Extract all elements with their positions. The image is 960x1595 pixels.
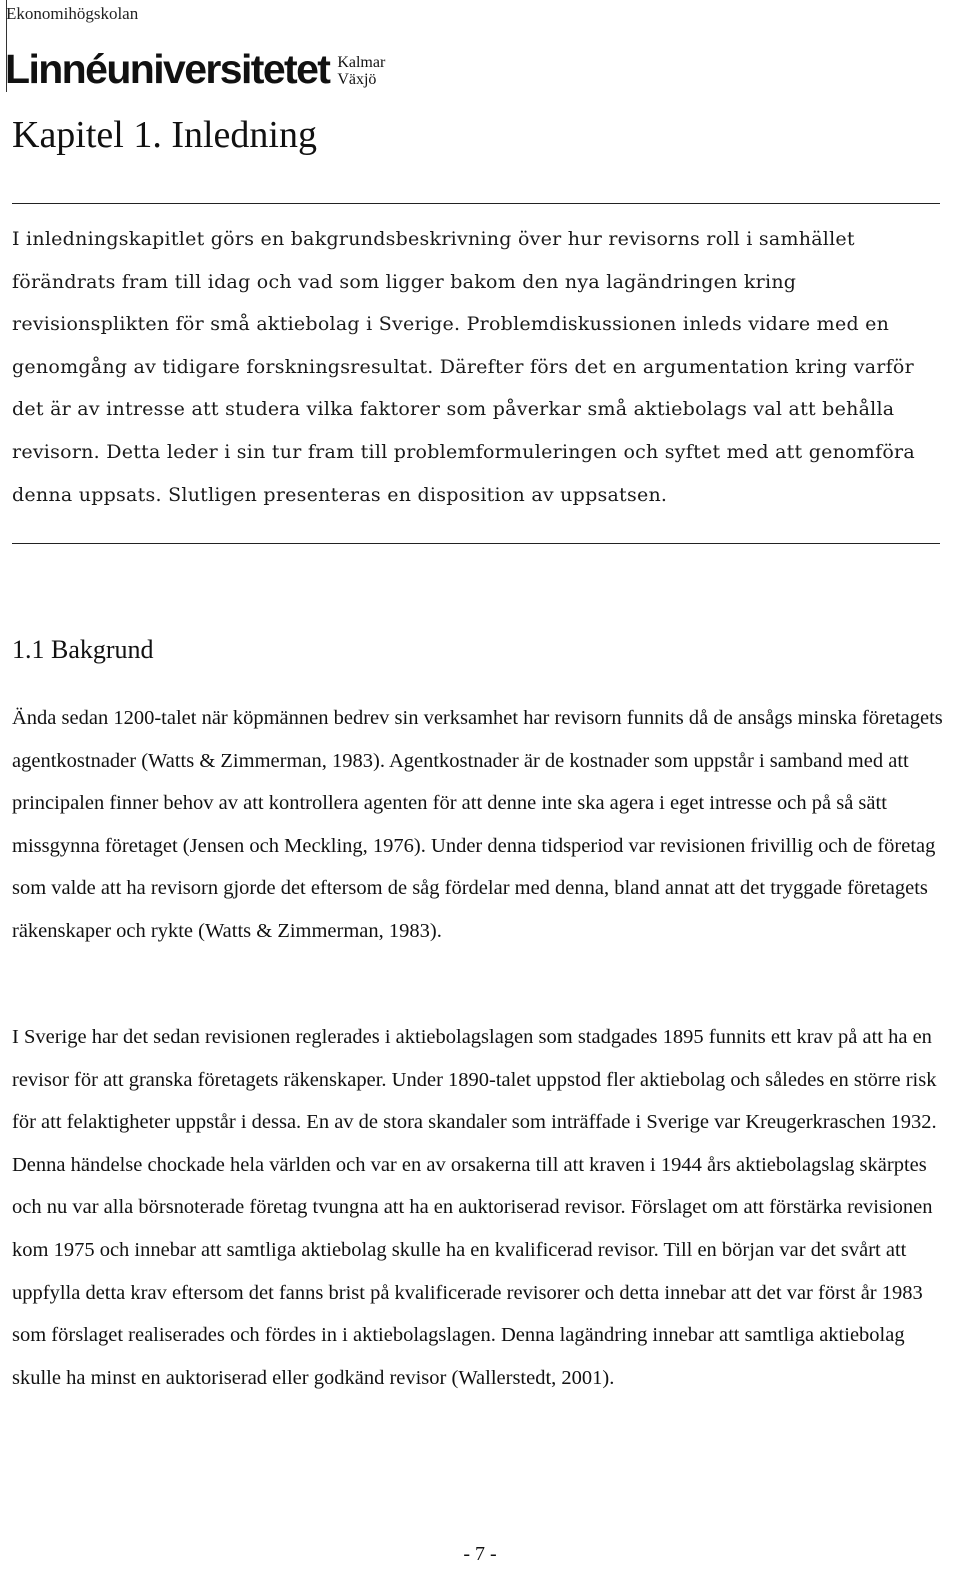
university-logo (5, 46, 385, 92)
logo-wordmark: Linnéuniversitetet (5, 46, 330, 92)
logo-city-kalmar: Kalmar (337, 54, 386, 71)
chapter-title: Kapitel 1. Inledning (12, 114, 317, 156)
logo-city-vaxjo: Växjö (337, 71, 377, 88)
section-title: 1.1 Bakgrund (12, 635, 154, 664)
divider-top (12, 203, 940, 204)
body-paragraph-1: Ända sedan 1200-talet när köpmännen bedrev sin verksamhet har revisorn funnits då de ansågs minska företagets agentkostnader (Watts & Zimmerman, 1983). Agentkostnader är de kostnader som uppstår i samband med att principalen finner behov av att kontrollera agenten för att denne inte ska agera i eget intresse och på så sätt missgynna företaget (Jensen och Meckling, 1976). Under denna tidsperiod var revisionen frivillig och de företag som valde att ha revisorn gjorde det eftersom de såg fördelar med denna, bland annat att det tryggade företagets räkenskaper och rykte (Watts & Zimmerman, 1983). (12, 707, 943, 942)
logo-cities (337, 54, 385, 88)
chapter-intro: I inledningskapitlet görs en bakgrundsbeskrivning över hur revisorns roll i samhället förändrats fram till idag och vad som ligger bakom den nya lagändringen kring revisionsplikten för små aktiebolag i Sverige. Problemdiskussionen inleds vidare med en genomgång av tidigare forskningsresultat. Därefter förs det en argumentation kring varför det är av intresse att studera vilka faktorer som påverkar små aktiebolags val att behålla revisorn. Detta leder i sin tur fram till problemformuleringen och syftet med att genomföra denna uppsats. Slutligen presenteras en disposition av uppsatsen. (12, 228, 915, 506)
department-name: Ekonomihögskolan (6, 4, 139, 23)
page-number: - 7 - (463, 1543, 497, 1565)
divider-bottom (12, 543, 940, 544)
body-paragraph-2: I Sverige har det sedan revisionen reglerades i aktiebolagslagen som stadgades 1895 funnits ett krav på att ha en revisor för att granska företagets räkenskaper. Under 1890-talet uppstod fler aktiebolag och således en större risk för att felaktigheter uppstår i dessa. En av de stora skandaler som inträffade i Sverige var Kreugerkraschen 1932. Denna händelse chockade hela världen och var en av orsakerna till att kraven i 1944 års aktiebolagslag skärptes och nu var alla börsnoterade företag tvungna att ha en auktoriserad revisor. Förslaget om att förstärka revisionen kom 1975 och innebar att samtliga aktiebolag skulle ha en kvalificerad revisor. Till en början var det svårt att uppfylla detta krav eftersom det fanns brist på kvalificerade revisorer och detta innebar att det var först år 1983 som förslaget realiserades och fördes in i aktiebolagslagen. Denna lagändring innebar att samtliga aktiebolag skulle ha minst en auktoriserad eller godkänd revisor (Wallerstedt, 2001). (12, 1026, 937, 1389)
